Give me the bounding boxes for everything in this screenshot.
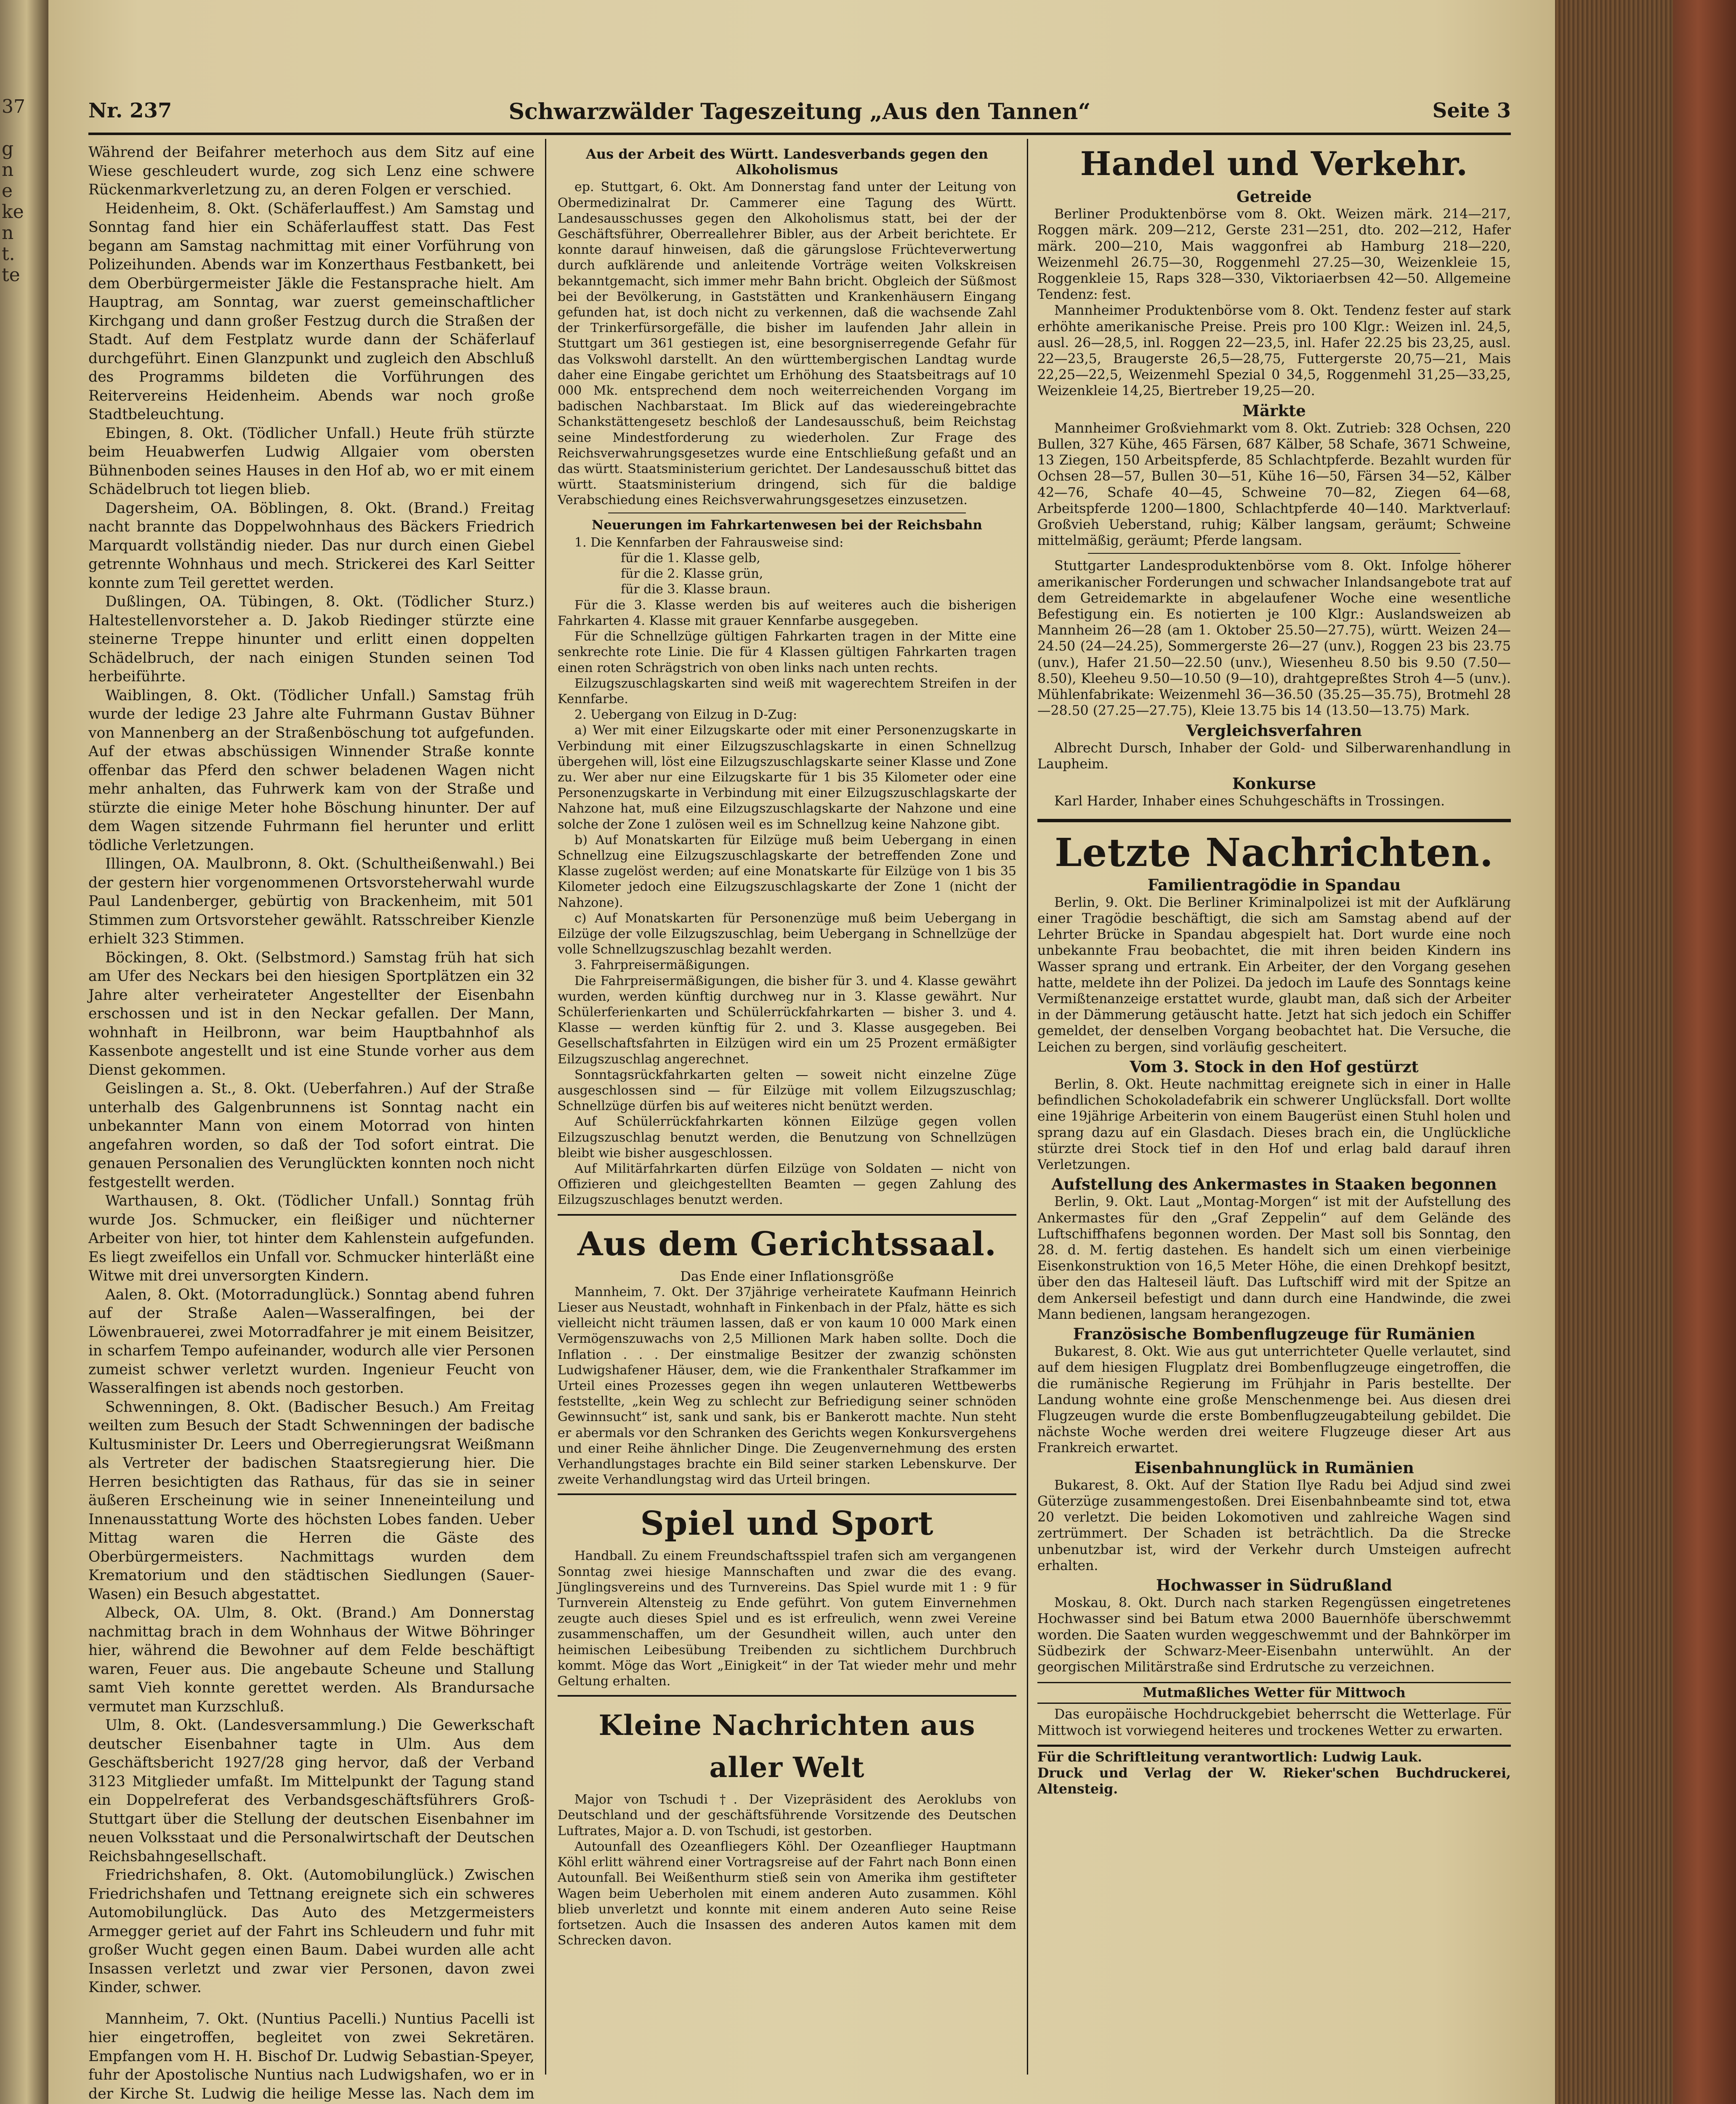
subsection-heading: Konkurse: [1232, 774, 1316, 793]
article-paragraph: Die Fahrpreisermäßigungen, die bisher für 3. und 4. Klasse gewährt wurden, werden künftig durchweg nur in 3. Klasse gewährt. Nur Schülerferienkarten und Schülerrückfahrkarten — bisher 3. und 4. Klasse — werden künftig für 2. und 3. Klasse ausgegeben. Bei Gesellschaftsfahrten in Eilzügen wird ein um 25 Prozent ermäßigter Eilzugszuschlag angerechnet.: [558, 973, 1016, 1067]
article-heading: Familientragödie in Spandau: [1147, 875, 1401, 894]
article-paragraph: c) Auf Monatskarten für Personenzüge muß beim Uebergang in Eilzüge der volle Eilzugszuschlag, beim Uebergang in Schnellzüge der volle Schnellzugszuschlag bezahlt werden.: [558, 911, 1016, 957]
article-paragraph: Mannheimer Großviehmarkt vom 8. Okt. Zutrieb: 328 Ochsen, 220 Bullen, 327 Kühe, 465 Färsen, 687 Kälber, 58 Schafe, 3671 Schweine, 13 Ziegen, 150 Arbeitspferde, 85 Schlachtpferde. Bezahlt wurden für Ochsen 28—57, Bullen 30—51, Kühe 16—50, Färsen 34—52, Kälber 42—76, Schafe 40—45, Schweine 70—82, Ziegen 64—68, Arbeitspferde 1200—1800, Schlachtpferde 40—140. Marktverlauf: Großvieh Ueberstand, ruhig; Kälber langsam, geräumt; Schweine mittelmäßig, geräumt; Pferde langsam.: [1037, 420, 1511, 549]
column-2: [558, 143, 1016, 1948]
list-item: für die 2. Klasse grün,: [621, 566, 763, 582]
section-heading: Neuerungen im Fahrkartenwesen bei der Reichsbahn: [592, 517, 982, 533]
column-1: [88, 143, 534, 2104]
book-binding-edge: [1555, 0, 1736, 2104]
previous-page-edge: [0, 0, 48, 2104]
section-title: Handel und Verkehr.: [1080, 145, 1468, 183]
section-title: Kleine Nachrichten aus aller Welt: [598, 1709, 976, 1784]
article-paragraph: Heidenheim, 8. Okt. (Schäferlauffest.) Am Samstag und Sonntag fand hier ein Schäferlauffest statt. Das Fest begann am Samstag nachmittag mit einer Vorführung von Polizeihunden. Abends war im Konzerthaus Festbankett, bei dem Oberbürgermeister Jäkle die Festansprache hielt. Am Hauptrag, am Sonntag, war zuerst gemeinschaftlicher Kirchgang und dann großer Festzug durch die Straßen der Stadt. Auf dem Festplatz wurde dann der Schäferlauf durchgeführt. Einen Glanzpunkt und zugleich den Abschluß des Programms bildeten die Vorführungen des Reitervereins Heidenheim. Abends war noch große Stadtbeleuchtung.: [88, 200, 534, 423]
article-heading: Aufstellung des Ankermastes in Staaken begonnen: [1051, 1175, 1497, 1194]
margin-fragment: 37: [2, 96, 25, 117]
article-heading: Französische Bombenflugzeuge für Rumänien: [1073, 1325, 1475, 1343]
article-paragraph: Waiblingen, 8. Okt. (Tödlicher Unfall.) Samstag früh wurde der ledige 23 Jahre alte Fuhrmann Gustav Bühner von Mannenberg an der Straßenböschung tot aufgefunden. Auf der etwas abschüssigen Winnender Straße konnte offenbar das Pferd den schwer beladenen Wagen nicht mehr anhalten, das Fuhrwerk kam von der Straße und stürzte die einige Meter hohe Böschung hinunter. Der auf dem Wagen sitzende Fuhrmann fiel herunter und erlitt tödliche Verletzungen.: [88, 687, 534, 854]
article-paragraph: Eilzugszuschlagskarten sind weiß mit wagerechtem Streifen in der Kennfarbe.: [558, 676, 1016, 707]
section-heading: Aus der Arbeit des Württ. Landesverbands gegen den Alkoholismus: [586, 146, 988, 178]
article-heading: Eisenbahnunglück in Rumänien: [1134, 1458, 1414, 1477]
article-subtitle: Das Ende einer Inflationsgröße: [680, 1268, 894, 1284]
list-item: für die 3. Klasse braun.: [621, 582, 771, 597]
article-paragraph: Berlin, 9. Okt. Laut „Montag-Morgen“ ist mit der Aufstellung des Ankermastes für den „Graf Zeppelin“ auf dem Gelände des Luftschiffhafens begonnen worden. Der Mast soll bis Sonntag, den 28. d. M. fertig dastehen. Es handelt sich um einen vierbeinige Eisenkonstruktion von 16,5 Meter Höhe, die einen Drehkopf besitzt, über den das Halteseil läuft. Das Luftschiff wird mit der Spitze an dem Ankerseil befestigt und dann durch eine Handwinde, die zwei Mann bedienen, langsam herangezogen.: [1037, 1194, 1511, 1322]
article-paragraph: 2. Uebergang von Eilzug in D-Zug:: [574, 707, 798, 723]
article-paragraph: Handball. Zu einem Freundschaftsspiel trafen sich am vergangenen Sonntag zwei hiesige Mannschaften und zwar die des evang. Jünglingsvereins und des Turnvereins. Das Spiel wurde mit 1 : 9 für Turnverein Altensteig zu Ende geführt. Von gutem Einvernehmen zeugte auch dieses Spiel und es ist erfreulich, wenn zwei Vereine zusammenschaffen, um der Gesundheit willen, auch unter den heimischen Leibesübung Treibenden zu sichtlichem Durchbruch kommt. Möge das Wort „Einigkeit“ in der Tat wieder mehr und mehr Geltung erhalten.: [558, 1549, 1016, 1689]
article-paragraph: Berliner Produktenbörse vom 8. Okt. Weizen märk. 214—217, Roggen märk. 209—212, Gerste 231—251, dto. 202—212, Hafer märk. 200—210, Mais waggonfrei ab Hamburg 218—220, Weizenmehl 26.75—30, Roggenmehl 27.25—30, Weizenkleie 15, Roggenkleie 15, Raps 328—330, Viktoriaerbsen 42—50. Allgemeine Tendenz: fest.: [1037, 207, 1511, 303]
article-paragraph: b) Auf Monatskarten für Eilzüge muß beim Uebergang in einen Schnellzug eine Eilzugszuschlagskarte der betreffenden Zone und Klasse zugelöst werden; auf eine Monatskarte für Eilzüge von 1 bis 35 Kilometer jedoch eine Eilzugszuschlagskarte der Zone 1 (nicht der Nahzone).: [558, 832, 1016, 910]
margin-fragment: n: [2, 222, 14, 244]
article-paragraph: Bukarest, 8. Okt. Auf der Station Ilye Radu bei Adjud sind zwei Güterzüge zusammengestoßen. Drei Eisenbahnbeamte sind tot, etwa 20 verletzt. Die beiden Lokomotiven und zahlreiche Wagen sind zertrümmert. Der Schaden ist beträchtlich. Da die Strecke unbenutzbar ist, wird der Verkehr durch Umsteigen aufrecht erhalten.: [1037, 1477, 1511, 1573]
book-cover: [1673, 0, 1736, 2104]
article-paragraph: a) Wer mit einer Eilzugskarte oder mit einer Personenzugskarte in Verbindung mit einer Eilzugszuschlagskarte in einen Schnellzug übergehen will, löst eine Eilzugszuschlagskarte seiner Klasse und Zone zu. Wer aber nur eine Eilzugskarte für 1 bis 35 Kilometer oder eine Personenzugskarte in Verbindung mit einer Eilzugszuschlagskarte der Nahzone hat, muß eine Eilzugszuschlagskarte der Nahzone und eine solche der Zone 1 zulösen weil es im Schnellzug keine Nahzone gibt.: [558, 723, 1016, 832]
column-3: [1037, 143, 1511, 1797]
divider: [558, 1695, 1016, 1697]
divider: [558, 1493, 1016, 1495]
margin-fragment: te: [2, 264, 20, 286]
article-paragraph: Mannheimer Produktenbörse vom 8. Okt. Tendenz fester auf stark erhöhte amerikanische Preise. Preis pro 100 Klgr.: Weizen inl. 24,5, ausl. 26—28,5, inl. Roggen 22—23,5, inl. Hafer 22.25 bis 23,25, ausl. 22—23,5, Braugerste 26,5—28,75, Futtergerste 20,75—21, Mais 22,25—22,5, Weizenmehl Spezial 0 34,5, Roggenmehl 31,25—33,25, Weizenkleie 14,25, Biertreber 19,25—20.: [1037, 303, 1511, 399]
weather-forecast: Das europäische Hochdruckgebiet beherrscht die Wetterlage. Für Mittwoch ist vorwiegend heiteres und trockenes Wetter zu erwarten.: [1037, 1707, 1511, 1738]
article-paragraph: Friedrichshafen, 8. Okt. (Automobilunglück.) Zwischen Friedrichshafen und Tettnang ereignete sich ein schweres Automobilunglück. Das Auto des Metzgermeisters Armegger geriet auf der Fahrt ins Schleudern und fuhr mit großer Wucht gegen einen Baum. Dabei wurden alle acht Insassen verletzt und zwar vier Personen, davon zwei Kinder, schwer.: [88, 1867, 534, 1996]
divider: [558, 1214, 1016, 1216]
article-paragraph: Während der Beifahrer meterhoch aus dem Sitz auf eine Wiese geschleudert wurde, zog sich Lenz eine schwere Rückenmarkverletzung zu, an deren Folgen er verschied.: [88, 144, 534, 198]
margin-fragment: n: [2, 159, 14, 181]
article-paragraph: ep. Stuttgart, 6. Okt. Am Donnerstag fand unter der Leitung von Obermedizinalrat Dr. Cammerer eine Tagung des Württ. Landesausschusses gegen den Alkoholismus statt, bei der der Geschäftsführer, Oberreallehrer Bibler, aus der Arbeit berichtete. Er konnte darauf hinweisen, daß die gärungslose Früchteverwertung durch aufklärende und anleitende Vorträge weiten Volkskreisen bekanntgemacht, sich immer mehr Bahn bricht. Obgleich der Süßmost bei der Bevölkerung, in Gaststätten und Krankenhäusern Eingang gefunden hat, ist doch nicht zu verkennen, daß die wachsende Zahl der Trinkerfürsorgefälle, die bisher im laufenden Jahr allein in Stuttgart um 361 gestiegen ist, eine besorgniserregende Gefahr für das Volkswohl darstellt. An den württembergischen Landtag wurde daher eine Eingabe gerichtet um Erhöhung des Staatsbeitrags auf 10 000 Mk. entsprechend dem noch weiterreichenden Vorgang im badischen Nachbarstaat. Im Blick auf das wiedereingebrachte Schankstättengesetz beschloß der Landesausschuß, beim Reichstag seine Mindestforderung zu wiederholen. Zur Frage des Reichsverwahrungsgesetzes wurde eine Entschließung gefaßt und an das württ. Staatsministerium gerichtet. Der Landesausschuß bittet das württ. Staatsministerium dringend, sich für die baldige Verabschiedung eines Reichsverwahrungsgesetzes einzusetzen.: [558, 180, 1016, 508]
article-paragraph: Autounfall des Ozeanfliegers Köhl. Der Ozeanflieger Hauptmann Köhl erlitt während einer Vortragsreise auf der Fahrt nach Bonn einen Autounfall. Bei Weißenthurm stieß sein von Amerika ihm gestifteter Wagen beim Ueberholen mit einem anderen Auto zusammen. Köhl blieb unverletzt und konnte mit einem anderen Auto seine Reise fortsetzen. Auch die Insassen des anderen Autos kamen mit dem Schrecken davon.: [558, 1839, 1016, 1948]
article-paragraph: Böckingen, 8. Okt. (Selbstmord.) Samstag früh hat sich am Ufer des Neckars bei den hiesigen Sportplätzen ein 32 Jahre alter verheirateter Angestellter der Eisenbahn erschossen und ist in den Neckar gefallen. Der Mann, wohnhaft in Heilbronn, war beim Hauptbahnhof als Kassenbote angestellt und ist eine Stunde vorher aus dem Dienst gekommen.: [88, 949, 534, 1079]
article-paragraph: Dußlingen, OA. Tübingen, 8. Okt. (Tödlicher Sturz.) Haltestellenvorsteher a. D. Jakob Riedinger stürzte eine steinerne Treppe hinunter und erlitt einen doppelten Schädelbruch, der nach einigen Stunden seinen Tod herbeiführte.: [88, 593, 534, 685]
subsection-heading: Märkte: [1242, 401, 1306, 420]
page-header: [88, 95, 1511, 135]
imprint-publisher: Druck und Verlag der W. Rieker'schen Buchdruckerei, Altensteig.: [1037, 1765, 1511, 1797]
article-heading: Vom 3. Stock in den Hof gestürzt: [1130, 1057, 1419, 1076]
article-paragraph: Berlin, 8. Okt. Heute nachmittag ereignete sich in einer in Halle befindlichen Schokoladefabrik ein schwerer Unglücksfall. Dort wollte eine 19jährige Arbeiterin von einem Baugerüst einen Stuhl holen und sprang dazu auf ein Glasdach. Dieses brach ein, die Unglückliche stürzte drei Stock tief in den Hof und erlag bald darauf ihren Verletzungen.: [1037, 1076, 1511, 1172]
article-paragraph: Sonntagsrückfahrkarten gelten — soweit nicht einzelne Züge ausgeschlossen sind — für Eilzüge mit vollem Eilzugszuschlag; Schnellzüge dürfen bis auf weiteres nicht benützt werden.: [558, 1067, 1016, 1114]
article-paragraph: Illingen, OA. Maulbronn, 8. Okt. (Schultheißenwahl.) Bei der gestern hier vorgenommenen Ortsvorsteherwahl wurde Paul Landenberger, gebürtig von Brackenheim, mit 501 Stimmen zum Ortsvorsteher gewählt. Ratsschreiber Kienzle erhielt 323 Stimmen.: [88, 855, 534, 947]
article-paragraph: Albrecht Dursch, Inhaber der Gold- und Silberwarenhandlung in Laupheim.: [1037, 740, 1511, 772]
imprint-editor: Für die Schriftleitung verantwortlich: Ludwig Lauk.: [1037, 1745, 1511, 1765]
subsection-heading: Getreide: [1236, 187, 1312, 206]
article-paragraph: 3. Fahrpreisermäßigungen.: [574, 958, 750, 973]
section-title: Letzte Nachrichten.: [1055, 829, 1494, 875]
newspaper-page: [48, 0, 1555, 2104]
margin-fragment: g: [2, 138, 14, 159]
divider: [1088, 553, 1460, 554]
article-paragraph: Auf Schülerrückfahrkarten können Eilzüge gegen vollen Eilzugszuschlag benutzt werden, die Benutzung von Schnellzügen bleibt wie bisher ausgeschlossen.: [558, 1114, 1016, 1161]
article-paragraph: Ebingen, 8. Okt. (Tödlicher Unfall.) Heute früh stürzte beim Heuabwerfen Ludwig Allgaier vom obersten Bühnenboden seines Hauses in den Hof ab, wo er mit einem Schädelbruch tot liegen blieb.: [88, 425, 534, 498]
section-title: Aus dem Gerichtssaal.: [577, 1225, 997, 1263]
article-paragraph: Albeck, OA. Ulm, 8. Okt. (Brand.) Am Donnerstag nachmittag brach in dem Wohnhaus der Witwe Böhringer hier, während die Bewohner auf dem Felde beschäftigt waren, Feuer aus. Die angebaute Scheune und Stallung samt Vieh konnte gerettet werden. Als Brandursache vermutet man Kurzschluß.: [88, 1605, 534, 1715]
article-paragraph: Ulm, 8. Okt. (Landesversammlung.) Die Gewerkschaft deutscher Eisenbahner tagte in Ulm. Aus dem Geschäftsbericht 1927/28 ging hervor, daß der Verband 3123 Mitglieder umfaßt. Im Mittelpunkt der Tagung stand ein Doppelreferat des Verbandsgeschäftsführers Groß-Stuttgart über die Stellung der deutschen Eisenbahner im neuen Volksstaat und die Personalwirtschaft der Deutschen Reichsbahngesellschaft.: [88, 1717, 534, 1865]
article-paragraph: Dagersheim, OA. Böblingen, 8. Okt. (Brand.) Freitag nacht brannte das Doppelwohnhaus des Bäckers Friedrich Marquardt vollständig nieder. Das nur durch einen Giebel getrennte Wohnhaus und mech. Strickerei des Karl Seitter konnte zum Teil gerettet werden.: [88, 499, 534, 592]
margin-fragment: ke: [2, 201, 24, 223]
subsection-heading: Vergleichsverfahren: [1186, 721, 1362, 740]
article-paragraph: Für die 3. Klasse werden bis auf weiteres auch die bisherigen Fahrkarten 4. Klasse mit grauer Kennfarbe ausgegeben.: [558, 598, 1016, 628]
divider: [1037, 819, 1511, 822]
article-paragraph: Karl Harder, Inhaber eines Schuhgeschäfts in Trossingen.: [1054, 794, 1445, 809]
article-paragraph: Stuttgarter Landesproduktenbörse vom 8. Okt. Infolge höherer amerikanischer Forderungen und schwacher Inlandsangebote trat auf dem Getreidemarkte in abgelaufener Woche eine wesentliche Befestigung ein. Es notierten je 100 Klgr.: Auslandsweizen ab Mannheim 26—28 (am 1. Oktober 25.50—27.75), württ. Weizen 24—24.50 (24—24.25), Sommergerste 26—27 (unv.), Roggen 23 bis 23.75 (unv.), Hafer 21.50—22.50 (unv.), Wiesenheu 8.50 bis 9.50 (7.50—8.50), Kleeheu 9.50—10.50 (9—10), drahtgepreßtes Stroh 4—5 (unv.). Mühlenfabrikate: Weizenmehl 36—36.50 (35.25—35.75), Brotmehl 28—28.50 (27.25—27.75), Kleie 13.75 bis 14 (13.50—13.75) Mark.: [1037, 558, 1511, 719]
article-paragraph: Berlin, 9. Okt. Die Berliner Kriminalpolizei ist mit der Aufklärung einer Tragödie beschäftigt, die sich am Samstag abend auf der Lehrter Brücke in Spandau abgespielt hat. Dort wurde eine noch unbekannte Frau beobachtet, die mit ihren beiden Kindern ins Wasser sprang und ertrank. Ein Arbeiter, der den Vorgang gesehen hatte, meldete ihn der Polizei. Da jedoch im Laufe des Sonntags keine Vermißtenanzeige erstattet wurde, glaubt man, daß sich der Arbeiter in der Dämmerung getäuscht hatte. Jetzt hat sich jedoch ein Schiffer gemeldet, der denselben Vorgang beobachtet hat. Die Versuche, die Leichen zu bergen, sind vorläufig gescheitert.: [1037, 895, 1511, 1055]
page-label: Seite 3: [1432, 99, 1511, 122]
article-paragraph: Aalen, 8. Okt. (Motorradunglück.) Sonntag abend fuhren auf der Straße Aalen—Wasseralfingen, bei der Löwenbrauerei, zwei Motorradfahrer je mit einem Beisitzer, in scharfem Tempo aufeinander, wodurch alle vier Personen zumeist schwer verletzt wurden. Ingenieur Feucht von Wasseralfingen ist abends noch gestorben.: [88, 1286, 534, 1397]
article-paragraph: Mannheim, 7. Okt. (Nuntius Pacelli.) Nuntius Pacelli ist hier eingetroffen, begleitet von zwei Sekretären. Empfangen vom H. H. Bischof Dr. Ludwig Sebastian-Speyer, fuhr der Apostolische Nuntius nach Ludwigshafen, wo er in der Kirche St. Ludwig die heilige Messe las. Nach dem im: [88, 2010, 534, 2102]
column-rule: [545, 139, 546, 2075]
article-paragraph: Auf Militärfahrkarten dürfen Eilzüge von Soldaten — nicht von Offizieren und gleichgestellten Beamten — gegen Zahlung des Eilzugszuschlages benutzt werden.: [558, 1161, 1016, 1208]
article-paragraph: Moskau, 8. Okt. Durch nach starken Regengüssen eingetretenes Hochwasser sind bei Batum etwa 2000 Bauernhöfe überschwemmt worden. Die Saaten wurden weggeschwemmt und der Bahnkörper im Südbezirk der Schwarz-Meer-Eisenbahn unterwühlt. An der georgischen Militärstraße sind Erdrutsche zu verzeichnen.: [1037, 1595, 1511, 1675]
column-rule: [1027, 139, 1028, 2075]
newspaper-title: Schwarzwälder Tageszeitung „Aus den Tannen“: [508, 99, 1091, 125]
margin-fragment: e: [2, 180, 13, 202]
article-heading: Hochwasser in Südrußland: [1156, 1576, 1393, 1595]
margin-fragment: t.: [2, 243, 15, 265]
page-number: Nr. 237: [88, 99, 172, 122]
article-paragraph: Schwenningen, 8. Okt. (Badischer Besuch.) Am Freitag weilten zum Besuch der Stadt Schwenningen der badische Kultusminister Dr. Leers und Oberregierungsrat Weißmann als Vertreter der badischen Staatsregierung hier. Die Herren besichtigten das Rathaus, für das sie in seiner äußeren Erscheinung wie in seiner Inneneinteilung und Innenausstattung Worte des höchsten Lobes fanden. Ueber Mittag waren die Herren die Gäste des Oberbürgermeisters. Nachmittags wurden dem Krematorium und den städtischen Siedlungen (Sauer-Wasen) ein Besuch abgestattet.: [88, 1398, 534, 1603]
article-paragraph: Bukarest, 8. Okt. Wie aus gut unterrichteter Quelle verlautet, sind auf dem hiesigen Flugplatz drei Bombenflugzeuge eingetroffen, die die rumänische Regierung im Frühjahr in Paris bestellte. Der Landung wohnte eine große Menschenmenge bei. Aus diesen drei Flugzeugen wurde die erste Bombenflugzeugabteilung gebildet. Die nächste Woche werden drei weitere Flugzeuge dieser Art aus Frankreich erwartet.: [1037, 1344, 1511, 1456]
article-paragraph: 1. Die Kennfarben der Fahrausweise sind:: [574, 535, 844, 550]
article-paragraph: Für die Schnellzüge gültigen Fahrkarten tragen in der Mitte eine senkrechte rote Linie. Die für 4 Klassen gültigen Fahrkarten tragen einen roten Schrägstrich von oben links nach unten rechts.: [558, 629, 1016, 675]
weather-heading: Mutmaßliches Wetter für Mittwoch: [1037, 1682, 1511, 1704]
article-paragraph: Major von Tschudi †. Der Vizepräsident des Aeroklubs von Deutschland und der geschäftsführende Vorsitzende des Deutschen Luftrates, Major a. D. von Tschudi, ist gestorben.: [558, 1792, 1016, 1838]
section-title: Spiel und Sport: [640, 1504, 934, 1543]
list-item: für die 1. Klasse gelb,: [621, 551, 760, 566]
article-paragraph: Geislingen a. St., 8. Okt. (Ueberfahren.) Auf der Straße unterhalb des Galgenbrunnens ist Sonntag nacht ein unbekannter Mann von einem Motorrad von hinten angefahren worden, so daß der Tod sofort eintrat. Die genauen Personalien des Verunglückten konnten noch nicht festgestellt werden.: [88, 1080, 534, 1191]
article-paragraph: Mannheim, 7. Okt. Der 37jährige verheiratete Kaufmann Heinrich Lieser aus Neustadt, wohnhaft in Finkenbach in der Pfalz, hätte es sich vielleicht nicht träumen lassen, daß er von kaum 10 000 Mark einen Vermögenszuwachs von 2,5 Millionen Mark haben sollte. Doch die Inflation . . . Der einstmalige Besitzer der zwanzig schönsten Ludwigshafener Häuser, dem, wie die Frankenthaler Strafkammer im Urteil eines Prozesses gegen ihn wegen unlauteren Wettbewerbs feststellte, „kein Weg zu schlecht zur Befriedigung seiner schnöden Gewinnsucht“ ist, sank und sank, bis er Bankerott machte. Nun steht er abermals vor den Schranken des Gerichts wegen Konkursvergehens und einer Reihe ähnlicher Dinge. Die Zeugenvernehmung des ersten Verhandlungstages brachte ein Bild seiner starken Lebenskurve. Der zweite Verhandlungstag wird das Urteil bringen.: [558, 1284, 1016, 1488]
article-paragraph: Warthausen, 8. Okt. (Tödlicher Unfall.) Sonntag früh wurde Jos. Schmucker, ein fleißiger und nüchterner Arbeiter von hier, tot hinter dem Kahlenstein aufgefunden. Es liegt zweifellos ein Unfall vor. Schmucker hinterläßt eine Witwe mit drei unversorgten Kindern.: [88, 1193, 534, 1284]
